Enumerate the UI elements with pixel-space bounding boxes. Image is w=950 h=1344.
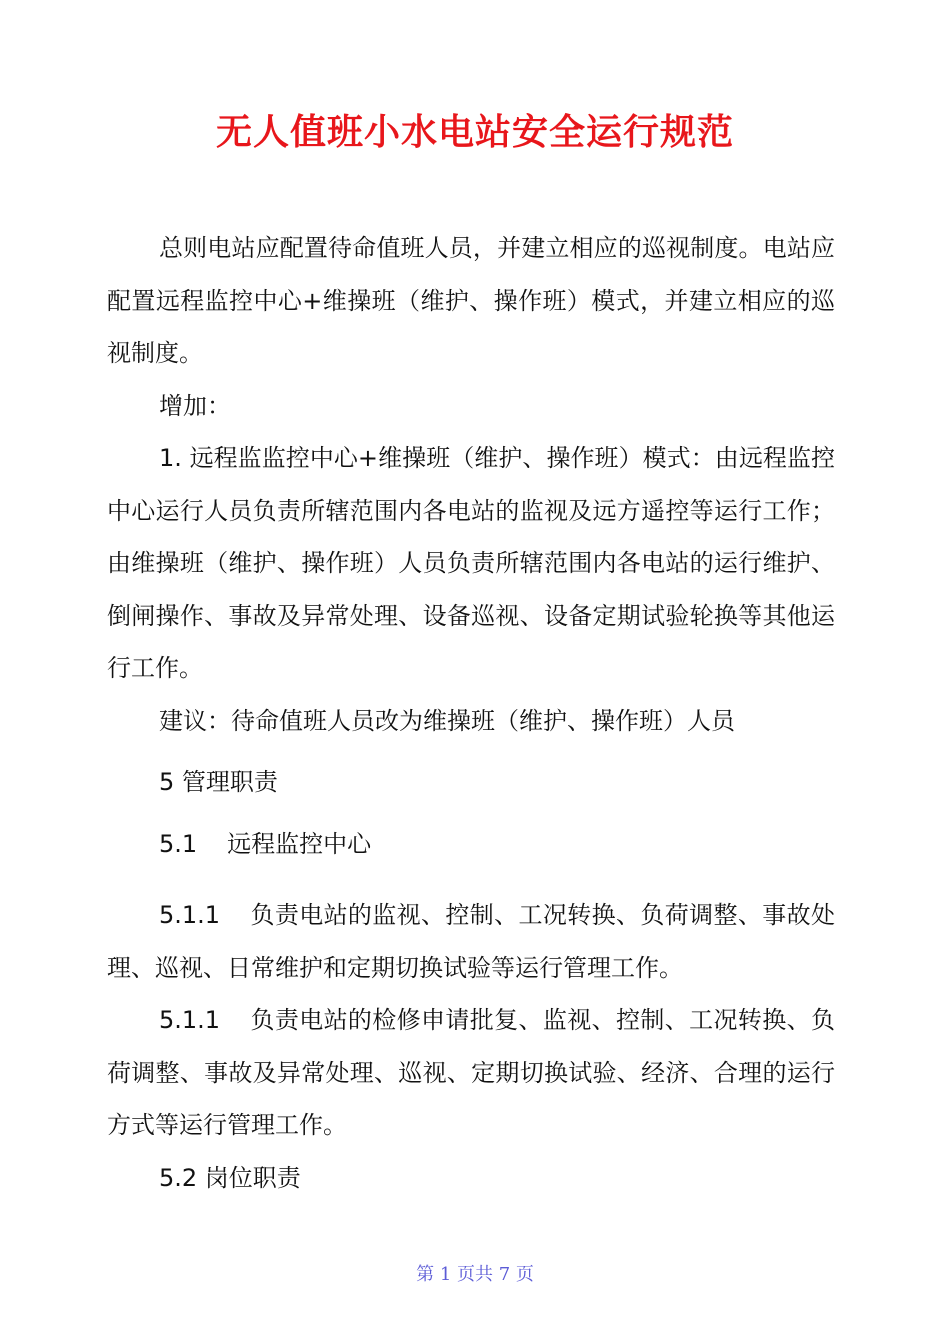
document-title: 无人值班小水电站安全运行规范 bbox=[215, 112, 734, 153]
heading-section-5-2: 5.2 岗位职责 bbox=[159, 1163, 301, 1192]
paragraph-item-1: 1. 远程监监控中心+维操班（维护、操作班）模式：由远程监控中心运行人员负责所辖范围内各电站的监视及远方遥控等运行工作；由维操班（维护、操作班）人员负责所辖范围内各电站的运行维护、倒闸操作、事故及异常处理、设备巡视、设备定期试验轮换等其他运行工作。 bbox=[107, 444, 835, 682]
paragraph-addition-label: 增加： bbox=[159, 391, 231, 420]
section-number: 5.1.1 bbox=[159, 901, 221, 929]
paragraph-general: 总则电站应配置待命值班人员，并建立相应的巡视制度。电站应配置远程监控中心+维操班（维护、操作班）模式，并建立相应的巡视制度。 bbox=[107, 234, 835, 367]
section-number: 5.1 bbox=[159, 829, 198, 858]
section-text: 负责电站的监视、控制、工况转换、负荷调整、事故处理、巡视、日常维护和定期切换试验等运行管理工作。 bbox=[107, 901, 835, 982]
heading-section-5: 5 管理职责 bbox=[159, 768, 278, 796]
heading-section-5-1 bbox=[107, 818, 835, 871]
page-footer: 第 1 页共 7 页 bbox=[416, 1264, 534, 1285]
section-title: 远程监控中心 bbox=[227, 829, 372, 858]
section-text: 负责电站的检修申请批复、监视、控制、工况转换、负荷调整、事故及异常处理、巡视、定期切换试验、经济、合理的运行方式等运行管理工作。 bbox=[107, 1006, 835, 1139]
document-body bbox=[107, 222, 835, 1204]
section-number: 5.1.1 bbox=[159, 1006, 221, 1034]
paragraph-section-5-1-1-b bbox=[107, 994, 835, 1152]
paragraph-section-5-1-1-a bbox=[107, 889, 835, 994]
paragraph-suggestion: 建议：待命值班人员改为维操班（维护、操作班）人员 bbox=[159, 706, 735, 735]
